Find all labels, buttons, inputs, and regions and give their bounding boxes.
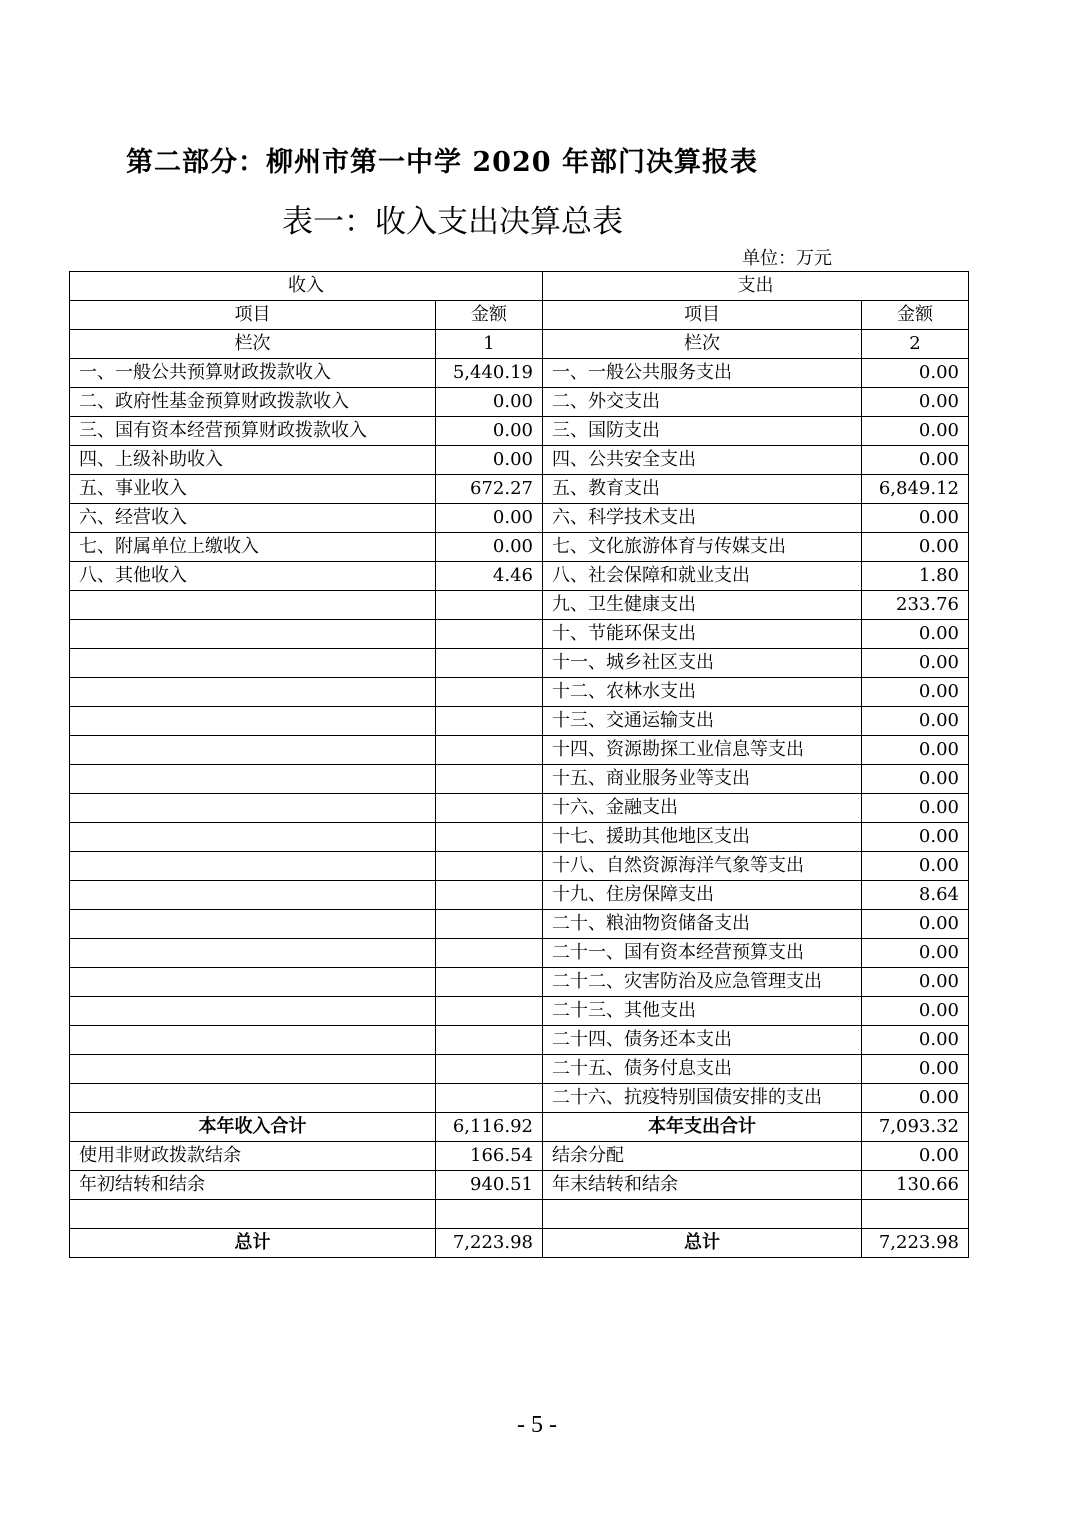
income-amount-cell	[436, 707, 543, 736]
table-row	[70, 939, 969, 968]
empty-cell	[543, 1200, 862, 1229]
income-amount-cell: 0.00	[436, 446, 543, 475]
income-item-cell: 一、一般公共预算财政拨款收入	[70, 359, 436, 388]
expense-amount-cell: 0.00	[862, 417, 969, 446]
table-row	[70, 765, 969, 794]
header-row-sections	[70, 272, 969, 301]
income-item-cell	[70, 765, 436, 794]
expense-amount-cell: 0.00	[862, 359, 969, 388]
income-item-cell	[70, 736, 436, 765]
table-row	[70, 1026, 969, 1055]
table-row	[70, 736, 969, 765]
income-amount-cell	[436, 939, 543, 968]
expense-item-cell: 本年支出合计	[543, 1113, 862, 1142]
table-row	[70, 591, 969, 620]
expense-item-cell: 二十一、国有资本经营预算支出	[543, 939, 862, 968]
income-item-cell	[70, 910, 436, 939]
table-row	[70, 388, 969, 417]
table-row	[70, 475, 969, 504]
expense-amount-cell: 0.00	[862, 1084, 969, 1113]
table-row	[70, 533, 969, 562]
income-amount-cell	[436, 997, 543, 1026]
expense-item-cell: 十五、商业服务业等支出	[543, 765, 862, 794]
part-title: 第二部分：柳州市第一中学 2020 年部门决算报表	[126, 147, 758, 178]
expense-column-no: 2	[862, 330, 969, 359]
income-item-cell	[70, 968, 436, 997]
table-row	[70, 997, 969, 1026]
income-item-cell	[70, 649, 436, 678]
table-row	[70, 649, 969, 678]
table-row	[70, 968, 969, 997]
table-row	[70, 1171, 969, 1200]
income-amount-cell: 4.46	[436, 562, 543, 591]
header-row-column-numbers	[70, 330, 969, 359]
income-item-cell: 六、经营收入	[70, 504, 436, 533]
income-item-cell: 四、上级补助收入	[70, 446, 436, 475]
subtotal-row	[70, 1113, 969, 1142]
expense-amount-cell: 1.80	[862, 562, 969, 591]
income-amount-cell	[436, 1084, 543, 1113]
total-row	[70, 1229, 969, 1258]
expense-amount-cell: 0.00	[862, 446, 969, 475]
empty-cell	[436, 1200, 543, 1229]
income-item-cell	[70, 1084, 436, 1113]
unit-label: 单位：万元	[742, 248, 832, 269]
income-item-cell	[70, 1055, 436, 1084]
expense-item-cell: 五、教育支出	[543, 475, 862, 504]
header-row-columns	[70, 301, 969, 330]
income-item-cell: 三、国有资本经营预算财政拨款收入	[70, 417, 436, 446]
expense-item-cell: 二十二、灾害防治及应急管理支出	[543, 968, 862, 997]
expense-amount-cell: 0.00	[862, 794, 969, 823]
blank-row	[70, 1200, 969, 1229]
income-amount-cell	[436, 794, 543, 823]
expense-item-cell: 总计	[543, 1229, 862, 1258]
expense-amount-cell: 0.00	[862, 388, 969, 417]
table-row	[70, 678, 969, 707]
income-amount-cell	[436, 678, 543, 707]
table-row	[70, 562, 969, 591]
expense-amount-cell: 6,849.12	[862, 475, 969, 504]
expense-header: 支出	[543, 272, 969, 301]
income-item-cell: 总计	[70, 1229, 436, 1258]
table-row	[70, 504, 969, 533]
income-item-cell: 七、附属单位上缴收入	[70, 533, 436, 562]
table-row	[70, 881, 969, 910]
expense-amount-cell: 0.00	[862, 736, 969, 765]
income-amount-cell	[436, 823, 543, 852]
income-amount-cell: 0.00	[436, 417, 543, 446]
income-amount-cell: 6,116.92	[436, 1113, 543, 1142]
income-amount-header: 金额	[436, 301, 543, 330]
expense-item-cell: 六、科学技术支出	[543, 504, 862, 533]
expense-item-cell: 十八、自然资源海洋气象等支出	[543, 852, 862, 881]
income-item-cell: 八、其他收入	[70, 562, 436, 591]
income-amount-cell: 0.00	[436, 533, 543, 562]
income-item-cell	[70, 997, 436, 1026]
expense-item-cell: 年末结转和结余	[543, 1171, 862, 1200]
income-expense-table	[69, 271, 969, 1258]
table-row	[70, 417, 969, 446]
expense-amount-cell: 0.00	[862, 823, 969, 852]
expense-amount-cell: 0.00	[862, 997, 969, 1026]
expense-item-cell: 二十三、其他支出	[543, 997, 862, 1026]
expense-item-cell: 四、公共安全支出	[543, 446, 862, 475]
expense-item-cell: 十四、资源勘探工业信息等支出	[543, 736, 862, 765]
table-row	[70, 1142, 969, 1171]
expense-item-cell: 七、文化旅游体育与传媒支出	[543, 533, 862, 562]
income-item-cell	[70, 852, 436, 881]
income-amount-cell: 940.51	[436, 1171, 543, 1200]
income-item-header: 项目	[70, 301, 436, 330]
expense-amount-cell: 0.00	[862, 765, 969, 794]
expense-amount-header: 金额	[862, 301, 969, 330]
expense-amount-cell: 0.00	[862, 620, 969, 649]
income-item-cell	[70, 1026, 436, 1055]
expense-item-header: 项目	[543, 301, 862, 330]
expense-amount-cell: 0.00	[862, 910, 969, 939]
table-row	[70, 852, 969, 881]
income-amount-cell: 0.00	[436, 388, 543, 417]
expense-amount-cell: 0.00	[862, 1055, 969, 1084]
income-header: 收入	[70, 272, 543, 301]
income-amount-cell: 7,223.98	[436, 1229, 543, 1258]
income-item-cell: 二、政府性基金预算财政拨款收入	[70, 388, 436, 417]
expense-item-cell: 结余分配	[543, 1142, 862, 1171]
income-item-cell: 年初结转和结余	[70, 1171, 436, 1200]
income-amount-cell: 0.00	[436, 504, 543, 533]
expense-amount-cell: 7,093.32	[862, 1113, 969, 1142]
expense-amount-cell: 0.00	[862, 852, 969, 881]
expense-item-cell: 十、节能环保支出	[543, 620, 862, 649]
expense-amount-cell: 0.00	[862, 939, 969, 968]
income-item-cell	[70, 620, 436, 649]
income-amount-cell	[436, 620, 543, 649]
expense-item-cell: 十一、城乡社区支出	[543, 649, 862, 678]
income-item-cell: 使用非财政拨款结余	[70, 1142, 436, 1171]
income-amount-cell	[436, 591, 543, 620]
table-row	[70, 359, 969, 388]
expense-item-cell: 八、社会保障和就业支出	[543, 562, 862, 591]
table-row	[70, 910, 969, 939]
income-item-cell	[70, 591, 436, 620]
income-column-no: 1	[436, 330, 543, 359]
expense-amount-cell: 233.76	[862, 591, 969, 620]
expense-column-no-label: 栏次	[543, 330, 862, 359]
expense-amount-cell: 0.00	[862, 533, 969, 562]
income-amount-cell	[436, 1026, 543, 1055]
income-item-cell	[70, 678, 436, 707]
table-row	[70, 1055, 969, 1084]
table-row	[70, 446, 969, 475]
income-amount-cell	[436, 881, 543, 910]
income-item-cell: 本年收入合计	[70, 1113, 436, 1142]
empty-cell	[70, 1200, 436, 1229]
expense-amount-cell: 8.64	[862, 881, 969, 910]
income-amount-cell: 5,440.19	[436, 359, 543, 388]
expense-item-cell: 十三、交通运输支出	[543, 707, 862, 736]
expense-item-cell: 十二、农林水支出	[543, 678, 862, 707]
expense-item-cell: 十七、援助其他地区支出	[543, 823, 862, 852]
expense-amount-cell: 0.00	[862, 1142, 969, 1171]
expense-amount-cell: 7,223.98	[862, 1229, 969, 1258]
table-row	[70, 794, 969, 823]
income-item-cell	[70, 707, 436, 736]
table-row	[70, 707, 969, 736]
income-item-cell	[70, 823, 436, 852]
expense-item-cell: 二十六、抗疫特别国债安排的支出	[543, 1084, 862, 1113]
expense-amount-cell: 0.00	[862, 649, 969, 678]
income-amount-cell	[436, 765, 543, 794]
income-amount-cell	[436, 736, 543, 765]
expense-amount-cell: 130.66	[862, 1171, 969, 1200]
empty-cell	[862, 1200, 969, 1229]
expense-amount-cell: 0.00	[862, 1026, 969, 1055]
income-item-cell	[70, 881, 436, 910]
income-amount-cell	[436, 910, 543, 939]
expense-item-cell: 十九、住房保障支出	[543, 881, 862, 910]
expense-item-cell: 一、一般公共服务支出	[543, 359, 862, 388]
table-title: 表一：收入支出决算总表	[282, 204, 623, 240]
income-item-cell: 五、事业收入	[70, 475, 436, 504]
income-column-no-label: 栏次	[70, 330, 436, 359]
expense-item-cell: 三、国防支出	[543, 417, 862, 446]
income-amount-cell	[436, 1055, 543, 1084]
expense-item-cell: 十六、金融支出	[543, 794, 862, 823]
income-item-cell	[70, 794, 436, 823]
expense-item-cell: 九、卫生健康支出	[543, 591, 862, 620]
expense-amount-cell: 0.00	[862, 707, 969, 736]
income-item-cell	[70, 939, 436, 968]
expense-item-cell: 二十五、债务付息支出	[543, 1055, 862, 1084]
income-amount-cell	[436, 968, 543, 997]
income-amount-cell: 672.27	[436, 475, 543, 504]
expense-item-cell: 二、外交支出	[543, 388, 862, 417]
expense-item-cell: 二十四、债务还本支出	[543, 1026, 862, 1055]
expense-item-cell: 二十、粮油物资储备支出	[543, 910, 862, 939]
income-amount-cell	[436, 852, 543, 881]
table-row	[70, 620, 969, 649]
expense-amount-cell: 0.00	[862, 504, 969, 533]
page-number: - 5 -	[517, 1412, 557, 1438]
table-row	[70, 823, 969, 852]
income-amount-cell: 166.54	[436, 1142, 543, 1171]
income-amount-cell	[436, 649, 543, 678]
expense-amount-cell: 0.00	[862, 678, 969, 707]
expense-amount-cell: 0.00	[862, 968, 969, 997]
table-row	[70, 1084, 969, 1113]
